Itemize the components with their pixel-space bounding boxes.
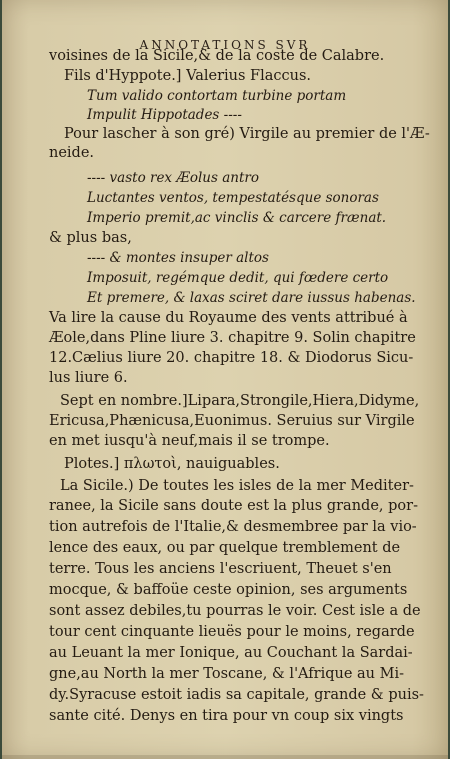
text-line: Impulit Hippotades ----: [87, 107, 242, 123]
text-line: mocque, & baffoüe ceste opinion, ses arguments: [49, 582, 408, 598]
page-edge: [2, 755, 448, 759]
text-line: voisines de la Sicile,& de la coste de Calabre.: [49, 48, 385, 64]
text-line: sante cité. Denys en tira pour vn coup six vingts: [49, 708, 404, 724]
text-line: en met iusqu'à neuf,mais il se trompe.: [49, 433, 330, 449]
text-line: Plotes.] πλωτοὶ, nauiguables.: [64, 456, 280, 472]
text-line: Imperio premit,ac vinclis & carcere frænat.: [87, 210, 387, 226]
text-line: Sept en nombre.]Lipara,Strongile,Hiera,Didyme,: [60, 393, 420, 409]
text-line: sont assez debiles,tu pourras le voir. Cest isle a de: [49, 603, 421, 619]
text-line: lus liure 6.: [49, 370, 128, 386]
text-line: Va lire la cause du Royaume des vents attribué à: [49, 310, 408, 326]
text-line: Tum valido contortam turbine portam: [87, 88, 347, 104]
text-line: lence des eaux, ou par quelque tremblement de: [49, 540, 401, 556]
text-line: 12.Cælius liure 20. chapitre 18. & Diodorus Sicu-: [49, 350, 414, 366]
running-head: ANNOTATIONS SVR: [139, 38, 311, 52]
text-line: ---- & montes insuper altos: [87, 250, 269, 266]
text-line: La Sicile.) De toutes les isles de la mer Mediter-: [60, 478, 414, 494]
text-line: Ericusa,Phænicusa,Euonimus. Seruius sur Virgile: [49, 413, 415, 429]
text-line: neide.: [49, 145, 95, 161]
text-line: dy.Syracuse estoit iadis sa capitale, grande & puis-: [49, 687, 424, 703]
book-page: [2, 0, 448, 759]
text-line: terre. Tous les anciens l'escriuent, Theuet s'en: [49, 561, 392, 577]
text-line: ranee, la Sicile sans doute est la plus grande, por-: [49, 498, 418, 514]
text-line: Et premere, & laxas sciret dare iussus habenas.: [87, 290, 416, 306]
text-line: Æole,dans Pline liure 3. chapitre 9. Solin chapitre: [49, 330, 416, 346]
text-line: tour cent cinquante lieuës pour le moins, regarde: [49, 624, 415, 640]
text-line: Luctantes ventos, tempestatésque sonoras: [87, 190, 379, 206]
text-line: ---- vasto rex Æolus antro: [87, 170, 259, 186]
text-line: au Leuant la mer Ionique, au Couchant la Sardai-: [49, 645, 413, 661]
text-line: tion autrefois de l'Italie,& desmembree par la vio-: [49, 519, 417, 535]
text-line: Fils d'Hyppote.] Valerius Flaccus.: [64, 68, 312, 84]
text-line: Imposuit, regémque dedit, qui fœdere certo: [87, 270, 389, 286]
text-line: gne,au North la mer Toscane, & l'Afrique au Mi-: [49, 666, 404, 682]
text-line: Pour lascher à son gré) Virgile au premier de l'Æ-: [64, 126, 430, 142]
text-line: & plus bas,: [49, 230, 132, 246]
